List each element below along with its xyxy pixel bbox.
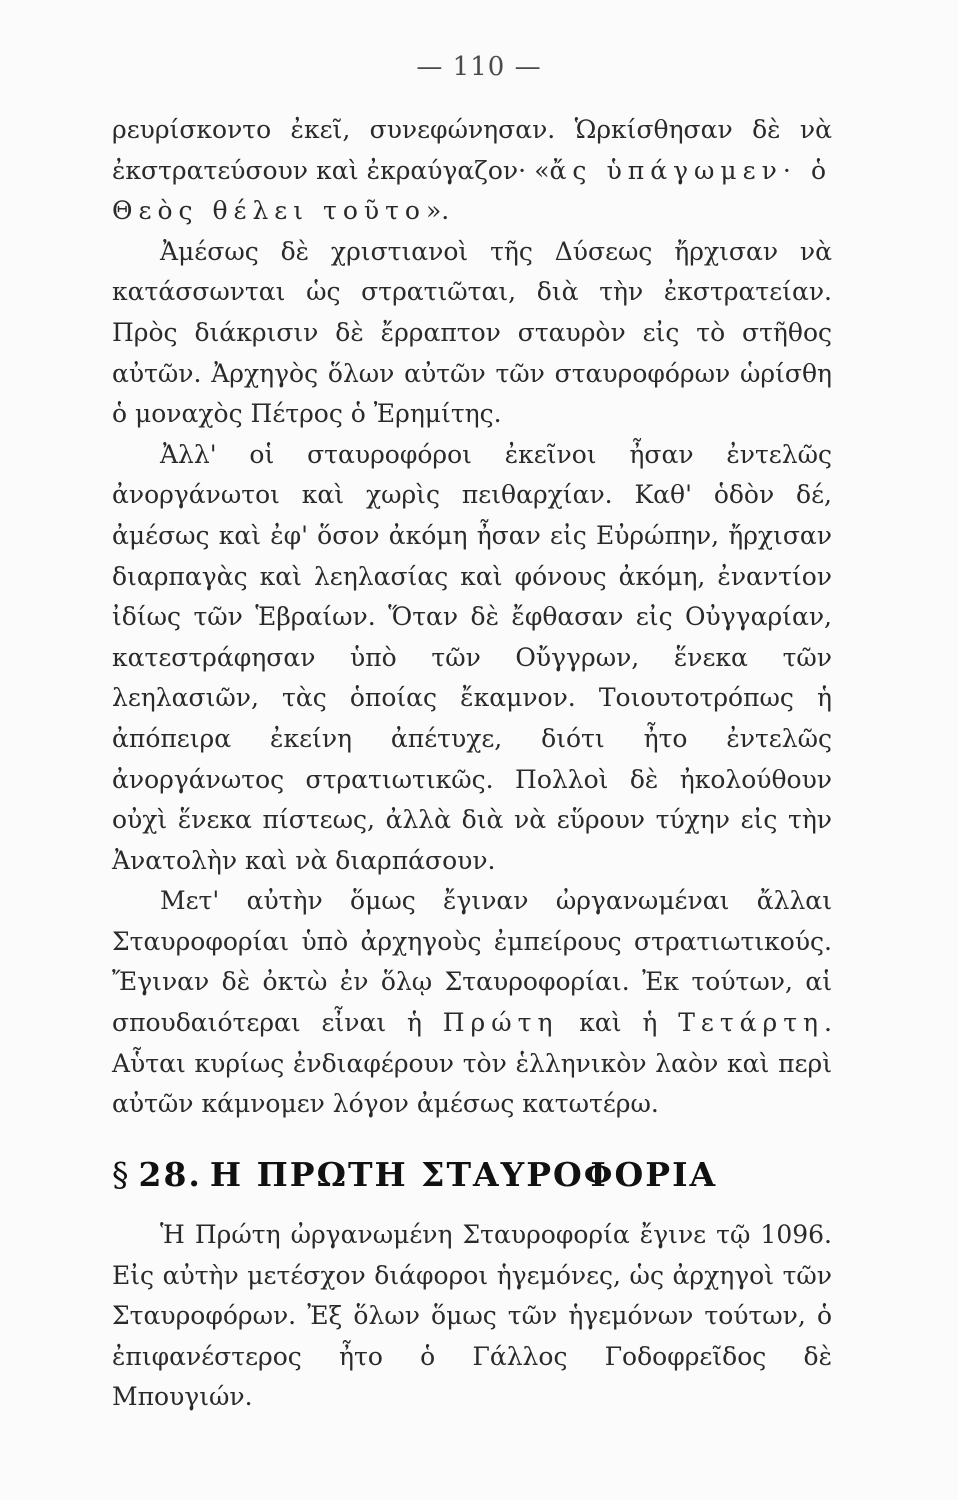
- emphasized-term: Πρώτη: [442, 1008, 559, 1038]
- paragraph-text: ρευρίσκοντο ἐκεῖ, συνεφώνησαν. Ὡρκίσθησαν δὲ νὰ ἐκστρατεύσουν καὶ ἐκραύγαζον· «: [112, 115, 832, 185]
- paragraph: [112, 881, 832, 1125]
- paragraph: Ἀμέσως δὲ χριστιανοὶ τῆς Δύσεως ἤρχισαν νὰ κατάσσωνται ὡς στρατιῶται, διὰ τὴν ἐκστρατείαν. Πρὸς διάκρισιν δὲ ἔρραπτον σταυρὸν εἰς τὸ στῆθος αὐτῶν. Ἀρχηγὸς ὅλων αὐτῶν τῶν σταυροφόρων ὡρίσθη ὁ μοναχὸς Πέτρος ὁ Ἐρημίτης.: [112, 236, 832, 429]
- section-title: Η ΠΡΩΤΗ ΣΤΑΥΡΟΦΟΡΙΑ: [209, 1155, 718, 1194]
- section-body-text: [112, 1215, 832, 1418]
- paragraph-text: καὶ ἡ: [558, 1008, 679, 1038]
- paragraph-text: ».: [425, 196, 450, 226]
- body-text: [112, 110, 832, 1125]
- section-symbol: §: [112, 1155, 131, 1194]
- paragraph: Ἡ Πρώτη ὠργανωμένη Σταυροφορία ἔγινε τῷ 1096. Εἰς αὐτὴν μετέσχον διάφοροι ἡγεμόνες, ὡς ἀρχηγοὶ τῶν Σταυροφόρων. Ἐξ ὅλων ὅμως τῶν ἡγεμόνων τούτων, ὁ ἐπιφανέστερος ἦτο ὁ Γάλλος Γοδοφρεῖδος δὲ Μπουγιών.: [112, 1220, 832, 1412]
- page-number: — 110 —: [416, 52, 542, 82]
- paragraph: Ἀλλ' οἱ σταυροφόροι ἐκεῖνοι ἦσαν ἐντελῶς ἀνοργάνωτοι καὶ χωρὶς πειθαρχίαν. Καθ' ὁδὸν δέ, ἀμέσως καὶ ἐφ' ὅσον ἀκόμη ἦσαν εἰς Εὐρώπην, ἤρχισαν διαρπαγὰς καὶ λεηλασίας καὶ φόνους ἀκόμη, ἐναντίον ἰδίως τῶν Ἑβραίων. Ὅταν δὲ ἔφθασαν εἰς Οὐγγαρίαν, κατεστράφησαν ὑπὸ τῶν Οὔγγρων, ἕνεκα τῶν λεηλασιῶν, τὰς ὁποίας ἔκαμνον. Τοιουτοτρόπως ἡ ἀπόπειρα ἐκείνη ἀπέτυχε, διότι ἦτο ἐντελῶς ἀνοργάνωτος στρατιωτικῶς. Πολλοὶ δὲ ἠκολούθουν οὐχὶ ἕνεκα πίστεως, ἀλλὰ διὰ νὰ εὕρουν τύχην εἰς τὴν Ἀνατολὴν καὶ νὰ διαρπάσουν.: [112, 439, 832, 875]
- paragraph: [112, 110, 832, 232]
- section-heading: [112, 1155, 832, 1194]
- emphasized-term: Τετάρτη: [678, 1008, 825, 1038]
- section-number: 28.: [138, 1155, 202, 1194]
- paragraph-text: . Αὗται κυρίως ἐνδιαφέρουν τὸν ἑλληνικὸν λαὸν καὶ περὶ αὐτῶν κάμνομεν λόγον ἀμέσως κατωτέρω.: [112, 1008, 832, 1119]
- emphasized-quote: ἄς ὑπάγωμεν· ὁ Θεὸς θέλει τοῦτο: [112, 155, 832, 226]
- paragraph-text: Μετ' αὐτὴν ὅμως ἔγιναν ὠργανωμέναι ἄλλαι Σταυροφορίαι ὑπὸ ἀρχηγοὺς ἐμπείρους στρατιωτικούς. Ἔγιναν δὲ ὀκτὼ ἐν ὅλῳ Σταυροφορίαι. Ἐκ τούτων, αἱ σπουδαιότεραι εἶναι ἡ: [112, 886, 832, 1038]
